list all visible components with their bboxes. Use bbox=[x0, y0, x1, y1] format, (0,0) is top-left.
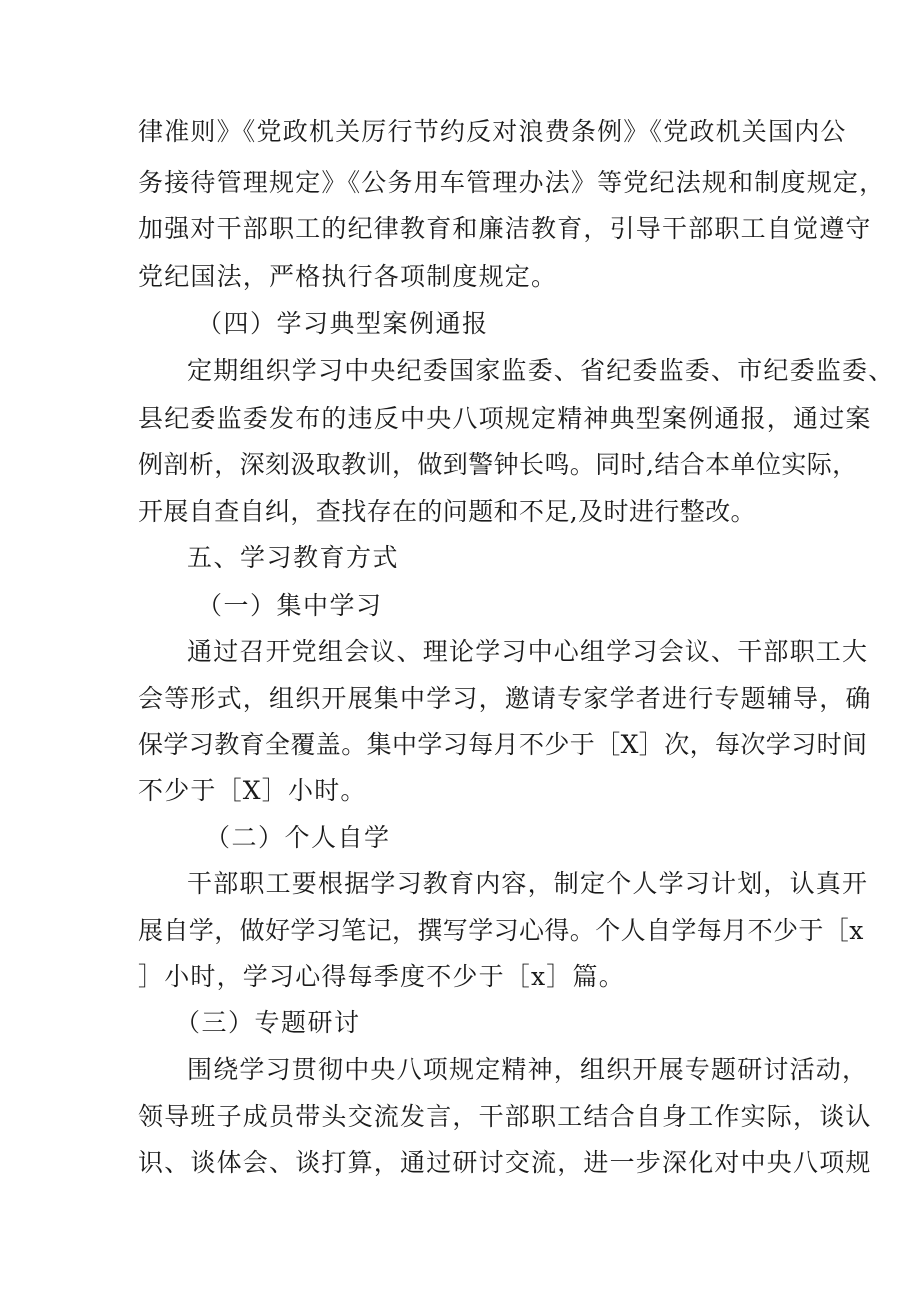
section-heading-5: 五、学习教育方式 bbox=[187, 543, 400, 572]
paragraph-line: 会等形式，组织开展集中学习，邀请专家学者进行专题辅导，确 bbox=[138, 684, 872, 713]
paragraph-line: 领导班子成员带头交流发言，干部职工结合自身工作实际，谈认 bbox=[138, 1102, 872, 1131]
paragraph-line: 律准则》《党政机关厉行节约反对浪费条例》《党政机关国内公 bbox=[138, 117, 847, 146]
paragraph-line: 例剖析，深刻汲取教训，做到警钟长鸣。同时,结合本单位实际， bbox=[138, 450, 858, 479]
paragraph-line: 围绕学习贯彻中央八项规定精神，组织开展专题研讨活动， bbox=[187, 1055, 869, 1084]
paragraph-line: 党纪国法，严格执行各项制度规定。 bbox=[138, 262, 558, 291]
paragraph-line: 识、谈体会、谈打算，通过研讨交流，进一步深化对中央八项规 bbox=[138, 1148, 872, 1177]
paragraph-line: 开展自查自纠，查找存在的问题和不足,及时进行整改。 bbox=[138, 497, 756, 526]
paragraph-line: ］小时，学习心得每季度不少于［x］篇。 bbox=[138, 962, 625, 991]
paragraph-line: 加强对干部职工的纪律教育和廉洁教育，引导干部职工自觉遵守 bbox=[138, 214, 872, 243]
subsection-heading-1: （一）集中学习 bbox=[197, 591, 383, 620]
paragraph-line: 干部职工要根据学习教育内容，制定个人学习计划，认真开 bbox=[187, 869, 869, 898]
paragraph-line: 定期组织学习中央纪委国家监委、省纪委监委、市纪委监委、 bbox=[187, 356, 895, 385]
paragraph-line: 务接待管理规定》《公务用车管理办法》等党纪法规和制度规定， bbox=[138, 168, 886, 197]
paragraph-line: 县纪委监委发布的违反中央八项规定精神典型案例通报，通过案 bbox=[138, 404, 872, 433]
paragraph-line: 通过召开党组会议、理论学习中心组学习会议、干部职工大 bbox=[187, 637, 869, 666]
paragraph-line: 展自学，做好学习笔记，撰写学习心得。个人自学每月不少于［x bbox=[138, 916, 864, 945]
subsection-heading-3: （三）专题研讨 bbox=[175, 1008, 361, 1037]
subsection-heading-2: （二）个人自学 bbox=[205, 823, 391, 852]
paragraph-line: 不少于［X］小时。 bbox=[138, 776, 367, 805]
paragraph-line: 保学习教育全覆盖。集中学习每月不少于［X］次，每次学习时间 bbox=[138, 730, 868, 759]
section-heading-4: （四）学习典型案例通报 bbox=[197, 309, 489, 338]
